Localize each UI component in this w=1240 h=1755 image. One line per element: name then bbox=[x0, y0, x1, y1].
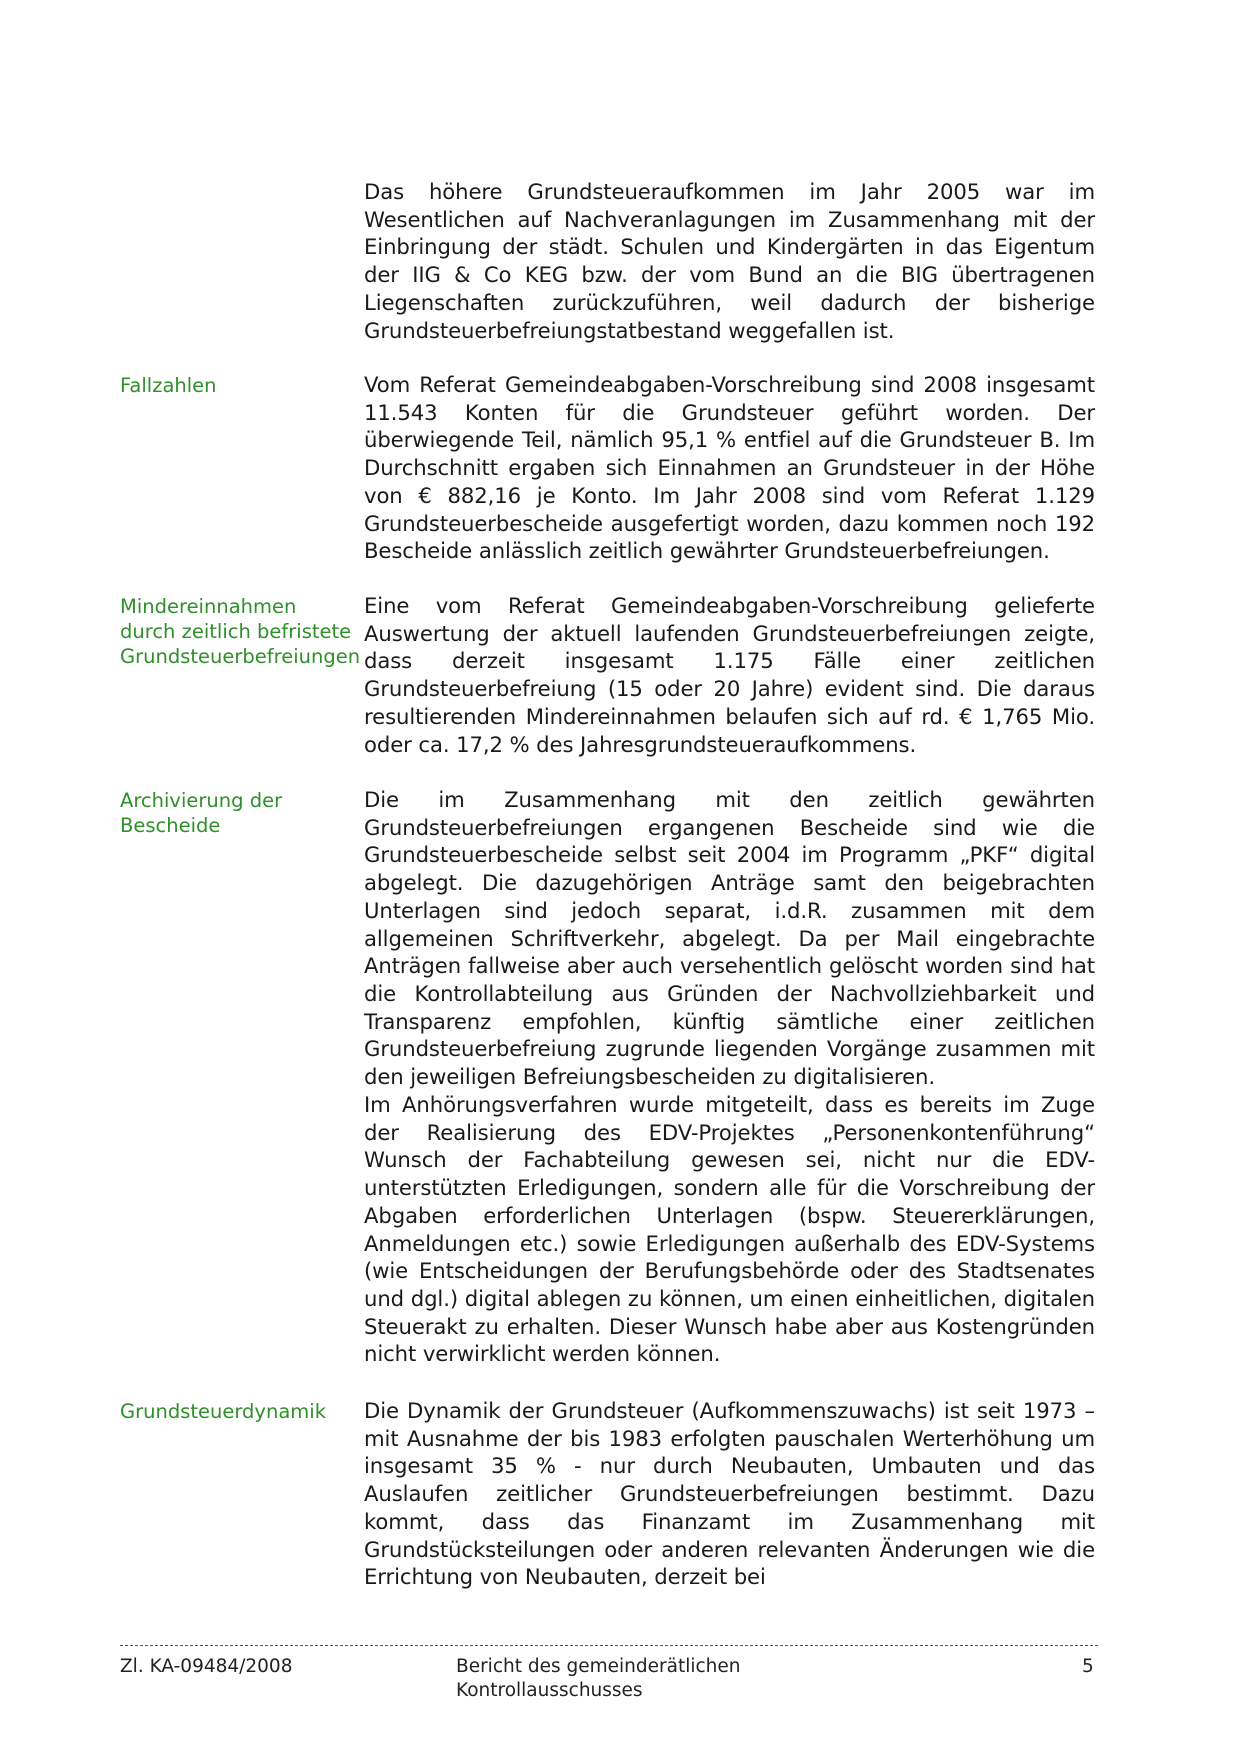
page-number: 5 bbox=[1082, 1656, 1094, 1677]
paragraph-grundsteueraufkommen-2005: Das höhere Grundsteueraufkommen im Jahr 2005 war im Wesentlichen auf Nachveranlagungen im Zusammenhang mit der Einbringung der städt. Schulen und Kindergärten in das Eigentum der IIG & Co KEG bzw. der vom Bund an die BIG übertragenen Liegenschaften zurückzuführen, weil dadurch der bisherige Grundsteuerbefreiungstatbestand weggefallen ist. bbox=[364, 179, 1095, 343]
paragraph-anhoerungsverfahren: Im Anhörungsverfahren wurde mitgeteilt, dass es bereits im Zuge der Realisierung des EDV-Projektes „Personenkontenführung“ Wunsch der Fachabteilung gewesen sei, nicht nur die EDV-unterstützten Erledigungen, sondern alle für die Vorschreibung der Abgaben erforderlichen Unterlagen (bspw. Steuererklärungen, Anmeldungen etc.) sowie Erledigungen außerhalb des EDV-Systems (wie Entscheidungen der Berufungsbehörde oder des Stadtsenates und dgl.) digital ablegen zu können, um einen einheitlichen, digitalen Steuerakt zu erhalten. Dieser Wunsch habe aber aus Kostengründen nicht verwirklicht werden können. bbox=[364, 1092, 1095, 1367]
margin-label-archivierung: Archivierung der Bescheide bbox=[120, 789, 283, 837]
footer-report-title: Bericht des gemeinderätlichen Kontrollausschusses bbox=[456, 1656, 741, 1701]
margin-label-fallzahlen: Fallzahlen bbox=[120, 374, 217, 397]
footer-reference: Zl. KA-09484/2008 bbox=[120, 1656, 293, 1677]
paragraph-fallzahlen: Vom Referat Gemeindeabgaben-Vorschreibung sind 2008 insgesamt 11.543 Konten für die Grundsteuer geführt worden. Der überwiegende Teil, nämlich 95,1 % entfiel auf die Grundsteuer B. Im Durchschnitt ergaben sich Einnahmen an Grundsteuer in der Höhe von € 882,16 je Konto. Im Jahr 2008 sind vom Referat 1.129 Grundsteuerbescheide ausgefertigt worden, dazu kommen noch 192 Bescheide anlässlich zeitlich gewährter Grundsteuerbefreiungen. bbox=[364, 372, 1095, 564]
paragraph-mindereinnahmen: Eine vom Referat Gemeindeabgaben-Vorschreibung gelieferte Auswertung der aktuell laufenden Grundsteuerbefreiungen zeigte, dass derzeit insgesamt 1.175 Fälle einer zeitlichen Grundsteuerbefreiung (15 oder 20 Jahre) evident sind. Die daraus resultierenden Mindereinnahmen belaufen sich auf rd. € 1,765 Mio. oder ca. 17,2 % des Jahresgrundsteueraufkommens. bbox=[364, 593, 1095, 757]
margin-label-grundsteuerdynamik: Grundsteuerdynamik bbox=[120, 1400, 326, 1423]
footer-divider bbox=[120, 1645, 1098, 1646]
paragraph-grundsteuerdynamik: Die Dynamik der Grundsteuer (Aufkommenszuwachs) ist seit 1973 – mit Ausnahme der bis 1983 erfolgten pauschalen Werterhöhung um insgesamt 35 % - nur durch Neubauten, Umbauten und das Auslaufen zeitlicher Grundsteuerbefreiungen bestimmt. Dazu kommt, dass das Finanzamt im Zusammenhang mit Grundstücksteilungen oder anderen relevanten Änderungen wie die Errichtung von Neubauten, derzeit bei bbox=[364, 1398, 1095, 1590]
margin-label-mindereinnahmen: Mindereinnahmen durch zeitlich befristete Grundsteuerbefreiungen bbox=[120, 595, 361, 668]
paragraph-archivierung: Die im Zusammenhang mit den zeitlich gewährten Grundsteuerbefreiungen ergangenen Bescheide sind wie die Grundsteuerbescheide selbst seit 2004 im Programm „PKF“ digital abgelegt. Die dazugehörigen Anträge samt den beigebrachten Unterlagen sind jedoch separat, i.d.R. zusammen mit dem allgemeinen Schriftverkehr, abgelegt. Da per Mail eingebrachte Anträgen fallweise aber auch versehentlich gelöscht worden sind hat die Kontrollabteilung aus Gründen der Nachvollziehbarkeit und Transparenz empfohlen, künftig sämtliche einer zeitlichen Grundsteuerbefreiung zugrunde liegenden Vorgänge zusammen mit den jeweiligen Befreiungsbescheiden zu digitalisieren. bbox=[364, 787, 1095, 1090]
